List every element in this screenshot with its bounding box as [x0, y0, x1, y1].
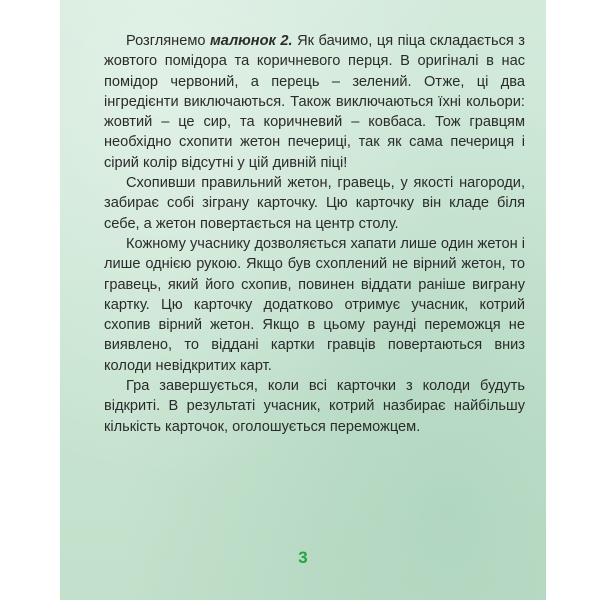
paragraph-2: Схопивши правильний жетон, гравець, у якості нагороди, забирає собі зіграну карточку. Цю карточку він кладе біля себе, а жетон повертається на центр столу. — [104, 175, 525, 232]
paragraph-3: Кожному учаснику дозволяється хапати лише один жетон і лише однією рукою. Якщо був схоплений не вірний жетон, то гравець, який його схопив, повинен віддати раніше виграну картку. Цю карточку додатково отримує учасник, котрий схопив вірний жетон. Якщо в цьому раунді переможця не виявлено, то віддані картки гравців повертаються вниз колоди невідкритих карт. — [104, 235, 525, 374]
body-text — [104, 31, 525, 437]
page-number: 3 — [298, 548, 308, 567]
paragraph-1-lead: Розглянемо — [126, 33, 210, 49]
figure-reference: малюнок 2. — [210, 33, 293, 49]
paragraph-1-rest: Як бачимо, ця піца складається з жовтого помідора та коричневого перця. В оригіналі в нас помідор червоний, а перець – зелений. Отже, ці два інгредієнти виключаються. Також виключаються їхні кольори: жовтий – це сир, та коричневий – ковбаса. Тож гравцям необхідно схопити жетон печериці, так як сама печериця і сірий колір відсутні у цій дивній піці! — [104, 33, 525, 171]
paragraph-1 — [104, 31, 525, 173]
book-page — [60, 0, 546, 600]
paragraph-4: Гра завершується, коли всі карточки з колоди будуть відкриті. В результаті учасник, котрий назбирає найбільшу кількість карточок, оголошується переможцем. — [104, 378, 525, 435]
